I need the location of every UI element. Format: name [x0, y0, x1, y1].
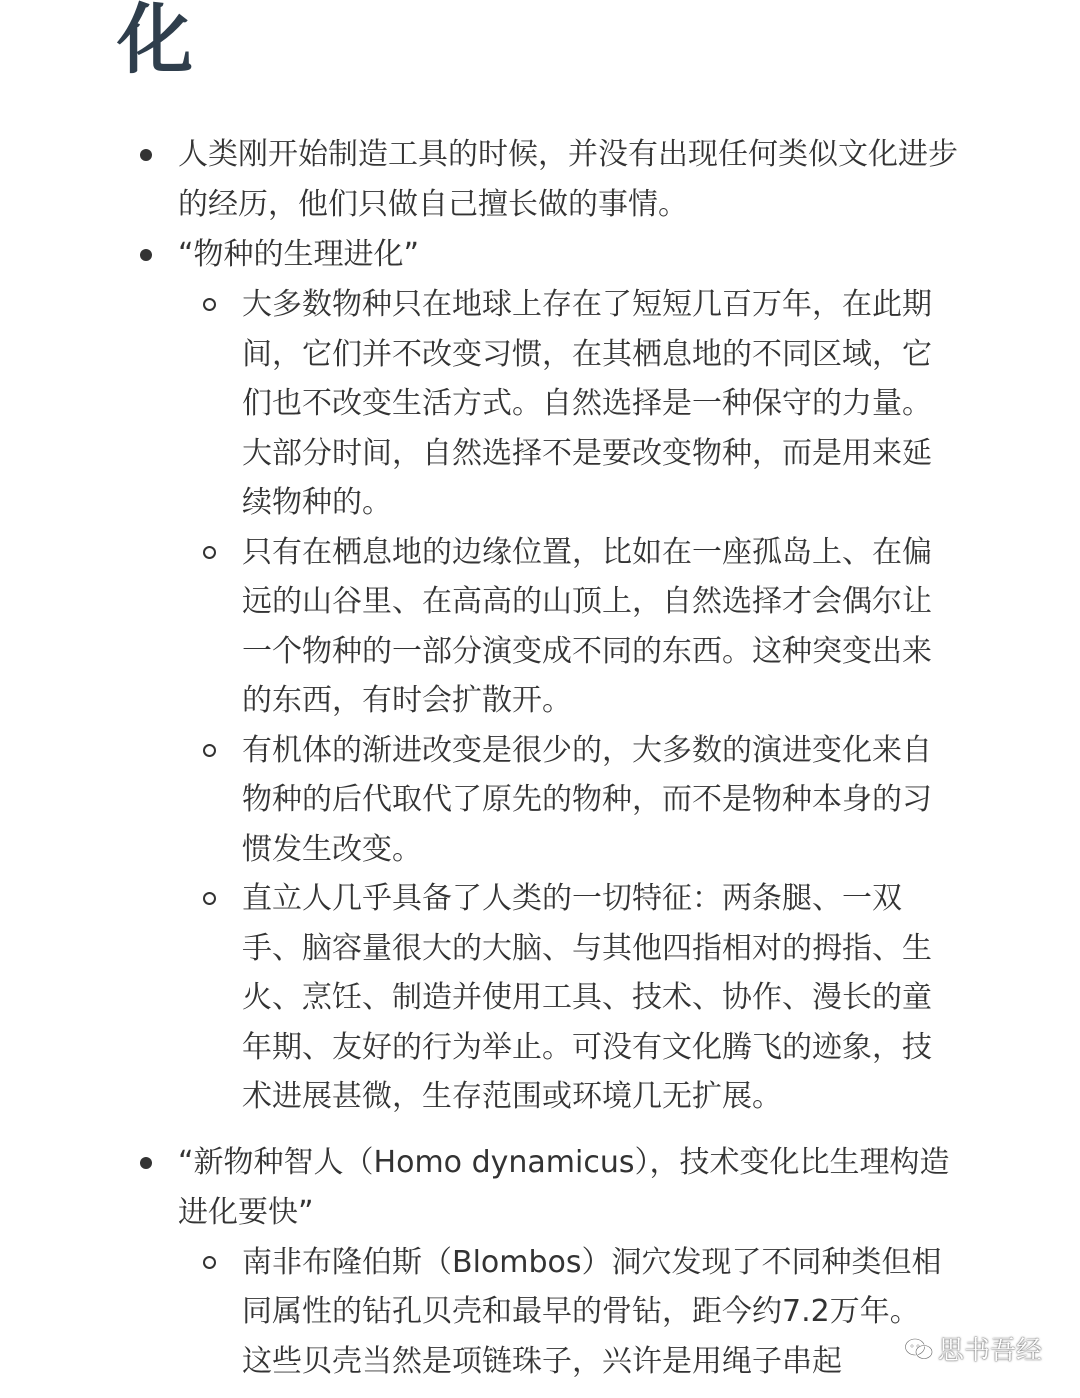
sub-list-item-text: 直立人几乎具备了人类的一切特征：两条腿、一双手、脑容量很大的大脑、与其他四指相对的拇指、生火、烹饪、制造并使用工具、技术、协作、漫长的童年期、友好的行为举止。可没有文化腾飞的迹象，技术进展甚微，生存范围或环境几无扩展。: [242, 881, 932, 1114]
list-item: [0, 130, 1080, 230]
bullet-dot-icon: [140, 1157, 152, 1169]
bullet-circle-icon: [203, 1256, 216, 1269]
sub-list-item: [0, 726, 960, 875]
sub-list-item-text: 有机体的渐进改变是很少的，大多数的演进变化来自物种的后代取代了原先的物种，而不是物种本身的习惯发生改变。: [242, 732, 932, 867]
sub-list-item: [0, 528, 960, 726]
sub-list-item-text: 只有在栖息地的边缘位置，比如在一座孤岛上、在偏远的山谷里、在高高的山顶上，自然选择才会偶尔让一个物种的一部分演变成不同的东西。这种突变出来的东西，有时会扩散开。: [242, 534, 932, 718]
sub-list-item: [0, 280, 960, 528]
sub-list-item-text: 南非布隆伯斯（Blombos）洞穴发现了不同种类但相同属性的钻孔贝壳和最早的骨钻，距今约7.2万年。这些贝壳当然是项链珠子，兴许是用绳子串起: [242, 1244, 942, 1379]
article-body: [0, 130, 1080, 1386]
list-item-text: “物种的生理进化”: [178, 237, 420, 272]
sub-list-item-text: 大多数物种只在地球上存在了短短几百万年，在此期间，它们并不改变习惯，在其栖息地的不同区域，它们也不改变生活方式。自然选择是一种保守的力量。大部分时间，自然选择不是要改变物种，而是用来延续物种的。: [242, 287, 932, 520]
wechat-icon: [904, 1337, 934, 1361]
sub-list-item: [0, 1238, 960, 1387]
bullet-list: [0, 130, 1080, 1386]
watermark-text: 思书吾经: [938, 1336, 1043, 1366]
list-item-text: “新物种智人（Homo dynamicus），技术变化比生理构造进化要快”: [178, 1144, 950, 1230]
sub-list: [178, 280, 960, 1122]
sub-list: [178, 1238, 960, 1387]
sub-list-item: [0, 874, 960, 1122]
list-item: [0, 230, 1080, 1138]
bullet-dot-icon: [140, 249, 152, 261]
bullet-circle-icon: [203, 298, 216, 311]
section-heading: 化: [117, 0, 193, 84]
bullet-circle-icon: [203, 546, 216, 559]
spacer: [178, 1122, 960, 1138]
bullet-dot-icon: [140, 149, 152, 161]
bullet-circle-icon: [203, 744, 216, 757]
bullet-circle-icon: [203, 892, 216, 905]
list-item-text: 人类刚开始制造工具的时候，并没有出现任何类似文化进步的经历，他们只做自己擅长做的事情。: [178, 137, 958, 222]
watermark: [904, 1330, 1042, 1367]
